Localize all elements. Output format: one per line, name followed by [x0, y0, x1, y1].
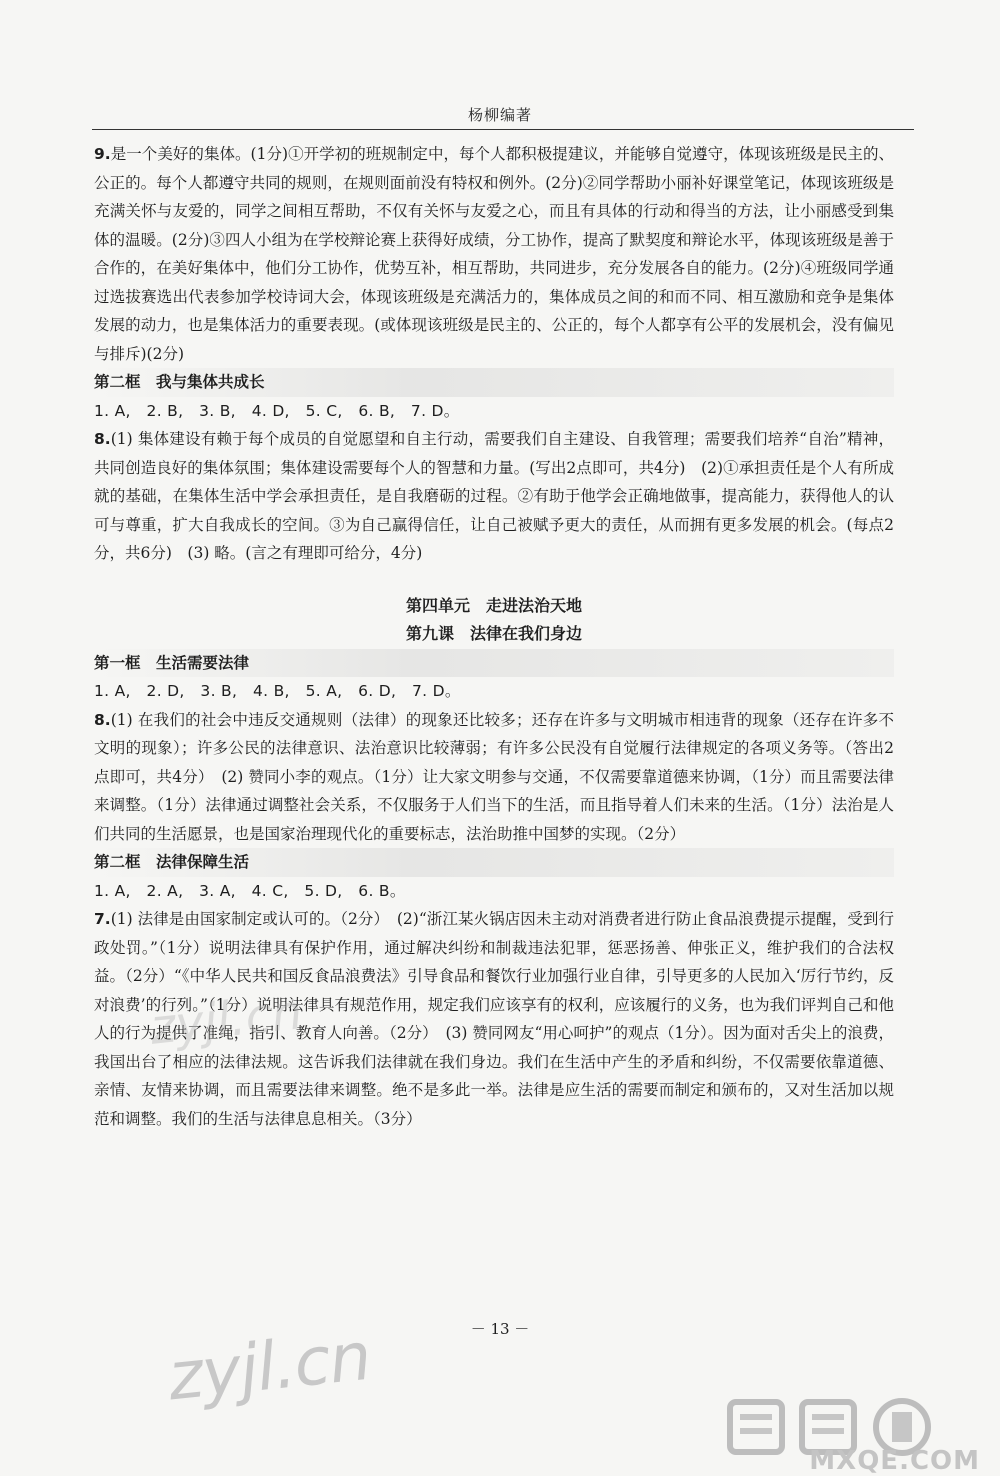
- question-9-text: 是一个美好的集体。(1分)①开学初的班规制定中，每个人都积极提建议，并能够自觉遵守，体现该班级是民主的、公正的。每个人都遵守共同的规则，在规则面前没有特权和例外。(2分)②同学帮助小丽补好课堂笔记，体现该班级是充满关怀与友爱的，同学之间相互帮助，不仅有关怀与友爱之心，而且有具体的行动和得当的方法，让小丽感受到集体的温暖。(2分)③四人小组为在学校辩论赛上获得好成绩，分工协作，提高了默契度和辩论水平，体现该班级是善于合作的，在美好集体中，他们分工协作，优势互补，相互帮助，共同进步，充分发展各自的能力。(2分)④班级同学通过选拔赛选出代表参加学校诗词大会，体现该班级是充满活力的，集体成员之间的和而不同、相互激励和竞争是集体发展的动力，也是集体活力的重要表现。(或体现该班级是民主的、公正的，每个人都享有公平的发展机会，没有偏见与排斥)(2分): [94, 145, 894, 363]
- watermark-inline: zyjl.cn: [147, 984, 305, 1056]
- question-8-b-text: (1) 在我们的社会中违反交通规则（法律）的现象还比较多；还存在许多与文明城市相违背的现象（还存在许多不文明的现象）；许多公民的法律意识、法治意识比较薄弱；有许多公民没有自觉履行法律规定的各项义务等。（答出2点即可，共4分） (2) 赞同小李的观点。（1分）让大家文明参与交通，不仅需要靠道德来协调，（1分）而且需要法律来调整。（1分）法律通过调整社会关系，不仅服务于人们当下的生活，而且指导着人们未来的生活。（1分）法治是人们共同的生活愿景，也是国家治理现代化的重要标志，法治助推中国梦的实现。（2分）: [94, 710, 894, 843]
- choice-answers-3: 1. A, 2. A, 3. A, 4. C, 5. D, 6. B。: [94, 881, 406, 900]
- book-author-header: 杨柳编著: [467, 106, 532, 124]
- question-number: 7.: [94, 910, 111, 928]
- question-8-a: [94, 425, 894, 568]
- choice-answers-2: 1. A, 2. D, 3. B, 4. B, 5. A, 6. D, 7. D。: [94, 682, 461, 700]
- question-number: 8.: [94, 430, 111, 448]
- answer-content: [94, 140, 894, 1133]
- page-number: － 13 －: [470, 1320, 530, 1338]
- question-8-a-text: (1) 集体建设有赖于每个成员的自觉愿望和自主行动，需要我们自主建设、自我管理；需要我们培养“自治”精神，共同创造良好的集体氛围；集体建设需要每个人的智慧和力量。(写出2点即可，共4分) (2)①承担责任是个人有所成就的基础，在集体生活中学会承担责任，是自我磨砺的过程。②有助于他学会正确地做事，提高能力，获得他人的认可与尊重，扩大自我成长的空间。③为自己赢得信任，让自己被赋予更大的责任，从而拥有更多发展的机会。(每点2分，共6分) (3) 略。(言之有理即可给分，4分): [94, 430, 894, 562]
- question-8-b: [94, 706, 894, 849]
- question-7-text: (1) 法律是由国家制定或认可的。（2分） (2)“浙江某火锅店因未主动对消费者进行防止食品浪费提示提醒，受到行政处罚。”（1分）说明法律具有保护作用，通过解决纠纷和制裁违法犯罪，惩恶扬善、伸张正义，维护我们的合法权益。（2分）“《中华人民共和国反食品浪费法》引导食品和餐饮行业加强行业自律，引导更多的人民加入‘厉行节约，反对浪费’的行列。”（1分）说明法律具有规范作用，规定我们应该享有的权利，应该履行的义务，也为我们评判自己和他人的行为提供了准绳，指引、教育人向善。（2分） (3) 赞同网友“用心呵护”的观点（1分）。因为面对舌尖上的浪费，我国出台了相应的法律法规。这告诉我们法律就在我们身边。我们在生活中产生的矛盾和纠纷，不仅需要依靠道德、亲情、友情来协调，而且需要法律来调整。绝不是多此一举。法律是应生活的需要而制定和颁布的，又对生活加以规范和调整。我们的生活与法律息息相关。（3分）: [94, 910, 894, 1128]
- section-title-life-needs-law: 第一框 生活需要法律: [94, 649, 894, 678]
- watermark-bottom-right: MXQE.COM: [809, 1446, 980, 1476]
- section-title-collective-growth: 第二框 我与集体共成长: [94, 368, 894, 397]
- lesson-title: 第九课 法律在我们身边: [405, 624, 582, 643]
- choice-answers-1: 1. A, 2. B, 3. B, 4. D, 5. C, 6. B, 7. D。: [94, 401, 460, 420]
- question-number: 9.: [94, 145, 111, 163]
- section-title-law-protects-life: 第二框 法律保障生活: [94, 848, 894, 877]
- question-9: [94, 140, 894, 368]
- question-number: 8.: [94, 710, 111, 729]
- unit-title: 第四单元 走进法治天地: [405, 595, 582, 615]
- header-rule: [92, 129, 914, 130]
- watermark-bottom-left: zyjl.cn: [164, 1317, 374, 1416]
